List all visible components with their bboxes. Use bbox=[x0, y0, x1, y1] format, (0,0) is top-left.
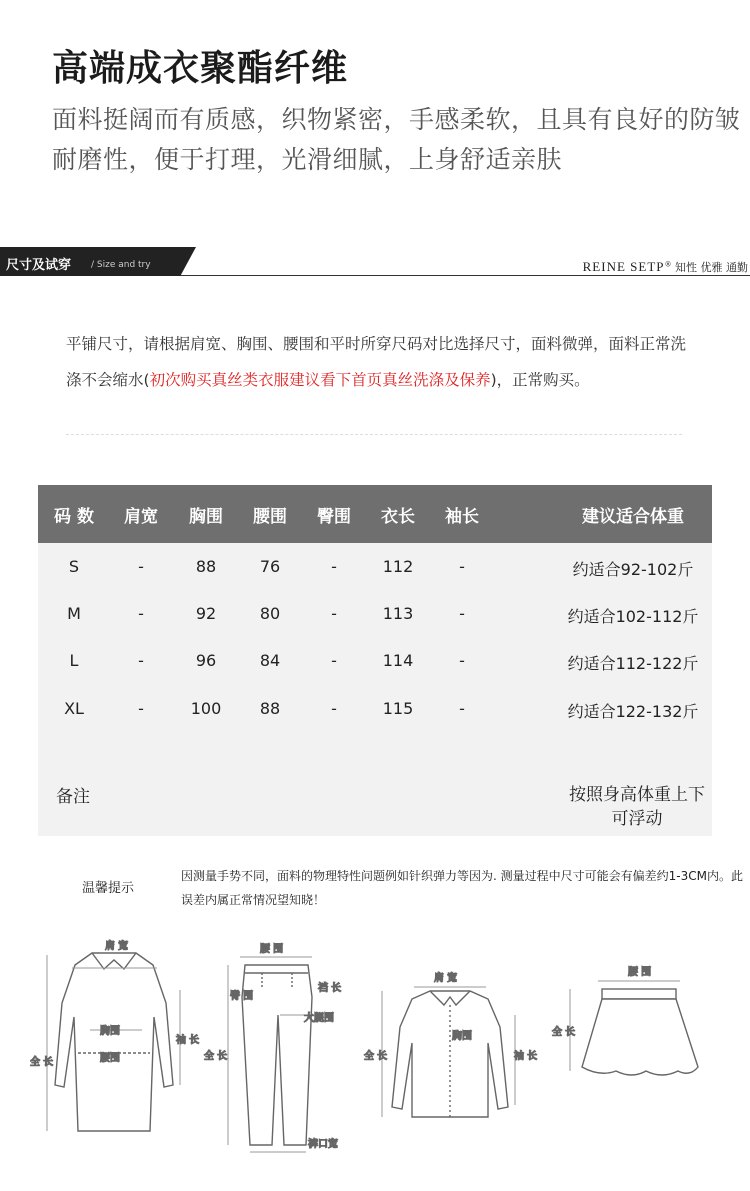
section-tab-subtitle: / Size and try bbox=[91, 260, 151, 270]
size-notice bbox=[66, 326, 686, 398]
shirt-diagram bbox=[360, 935, 545, 1125]
cell-length: 113 bbox=[382, 604, 414, 623]
header-size: 码 数 bbox=[54, 507, 94, 527]
dress-sleeve-label: 袖 长 bbox=[176, 1035, 200, 1046]
cell-size: L bbox=[69, 651, 79, 670]
cell-length: 115 bbox=[382, 699, 414, 718]
skirt-waist-label: 腰 围 bbox=[628, 967, 652, 978]
notice-divider bbox=[66, 434, 682, 435]
table-header bbox=[38, 485, 712, 543]
note-label: 备注 bbox=[56, 787, 90, 807]
cell-chest: 88 bbox=[195, 557, 217, 576]
cell-waist: 84 bbox=[259, 651, 281, 670]
tips-label: 温馨提示 bbox=[82, 881, 135, 896]
cell-shoulder: - bbox=[138, 604, 144, 623]
pants-diagram bbox=[200, 935, 360, 1155]
notice-text: 平铺尺寸，请根据肩宽、胸围、腰围和平时所穿尺码对比选择尺寸，面料微弹，面料正常洗涤不会缩水( bbox=[66, 335, 687, 389]
shirt-sleeve-label: 袖 长 bbox=[514, 1051, 538, 1062]
section-band bbox=[0, 247, 750, 277]
cell-sleeve: - bbox=[459, 651, 465, 670]
cell-hip: - bbox=[331, 699, 337, 718]
header-hip: 臀围 bbox=[317, 507, 351, 527]
cell-size: S bbox=[68, 557, 80, 576]
cell-length: 112 bbox=[382, 557, 414, 576]
cell-weight: 约适合112-122斤 bbox=[567, 654, 699, 673]
header-waist: 腰围 bbox=[253, 507, 287, 527]
skirt-length-label: 全 长 bbox=[552, 1027, 576, 1038]
pants-waist-label: 腰 围 bbox=[260, 944, 284, 955]
cell-waist: 76 bbox=[259, 557, 281, 576]
note-value: 按照身高体重上下可浮动 bbox=[569, 785, 705, 829]
skirt-diagram bbox=[550, 935, 725, 1085]
brand-logo bbox=[583, 259, 748, 275]
header-chest: 胸围 bbox=[189, 507, 223, 527]
cell-size: M bbox=[67, 604, 81, 623]
brand-name: REINE SETP bbox=[582, 259, 665, 274]
dress-shoulder-label: 肩 宽 bbox=[105, 941, 129, 952]
cell-weight: 约适合92-102斤 bbox=[572, 560, 694, 579]
cell-hip: - bbox=[331, 651, 337, 670]
cell-waist: 80 bbox=[259, 604, 281, 623]
cell-chest: 100 bbox=[190, 699, 222, 718]
cell-sleeve: - bbox=[459, 699, 465, 718]
header-shoulder: 肩宽 bbox=[124, 507, 158, 527]
dress-waist-label: 腰围 bbox=[100, 1053, 120, 1064]
shirt-length-label: 全 长 bbox=[364, 1051, 388, 1062]
cell-length: 114 bbox=[382, 651, 414, 670]
cell-hip: - bbox=[331, 604, 337, 623]
dress-diagram bbox=[30, 935, 205, 1150]
brand-slogan: 知性 优雅 通勤 bbox=[675, 261, 748, 274]
cell-chest: 96 bbox=[195, 651, 217, 670]
header-sleeve: 袖长 bbox=[445, 507, 479, 527]
cell-shoulder: - bbox=[138, 651, 144, 670]
notice-text-end: )，正常购买。 bbox=[490, 371, 590, 389]
cell-waist: 88 bbox=[259, 699, 281, 718]
shirt-shoulder-label: 肩 宽 bbox=[434, 973, 458, 984]
pants-crotch-label: 裆 长 bbox=[318, 983, 342, 994]
dress-chest-label: 胸围 bbox=[100, 1026, 120, 1037]
cell-shoulder: - bbox=[138, 699, 144, 718]
section-tab-title: 尺寸及试穿 bbox=[6, 258, 72, 273]
dress-length-label: 全 长 bbox=[30, 1057, 54, 1068]
tips-text: 因测量手势不同，面料的物理特性问题例如针织弹力等因为. 测量过程中尺寸可能会有偏差约1-3CM内。此误差内属正常情况望知晓！ bbox=[181, 869, 743, 907]
cell-size: XL bbox=[64, 699, 84, 718]
fabric-description: 面料挺阔而有质感，织物紧密，手感柔软，且具有良好的防皱耐磨性，便于打理，光滑细腻，上身舒适亲肤 bbox=[52, 105, 741, 174]
pants-thigh-label: 大腿围 bbox=[304, 1013, 334, 1024]
size-table bbox=[38, 485, 712, 836]
notice-highlight: 初次购买真丝类衣服建议看下首页真丝洗涤及保养 bbox=[149, 371, 491, 389]
product-title: 高端成衣聚酯纤维 bbox=[52, 48, 349, 89]
brand-mark: ® bbox=[664, 260, 672, 269]
pants-hem-label: 裤口宽 bbox=[308, 1139, 338, 1150]
header-weight: 建议适合体重 bbox=[582, 507, 684, 527]
cell-hip: - bbox=[331, 557, 337, 576]
cell-chest: 92 bbox=[195, 604, 217, 623]
pants-hip-label: 臀 围 bbox=[230, 991, 254, 1002]
pants-length-label: 全 长 bbox=[204, 1051, 228, 1062]
header-length: 衣长 bbox=[381, 507, 415, 527]
cell-weight: 约适合102-112斤 bbox=[567, 607, 699, 626]
shirt-chest-label: 胸围 bbox=[452, 1031, 472, 1042]
cell-sleeve: - bbox=[459, 604, 465, 623]
cell-sleeve: - bbox=[459, 557, 465, 576]
cell-weight: 约适合122-132斤 bbox=[567, 702, 699, 721]
cell-shoulder: - bbox=[138, 557, 144, 576]
